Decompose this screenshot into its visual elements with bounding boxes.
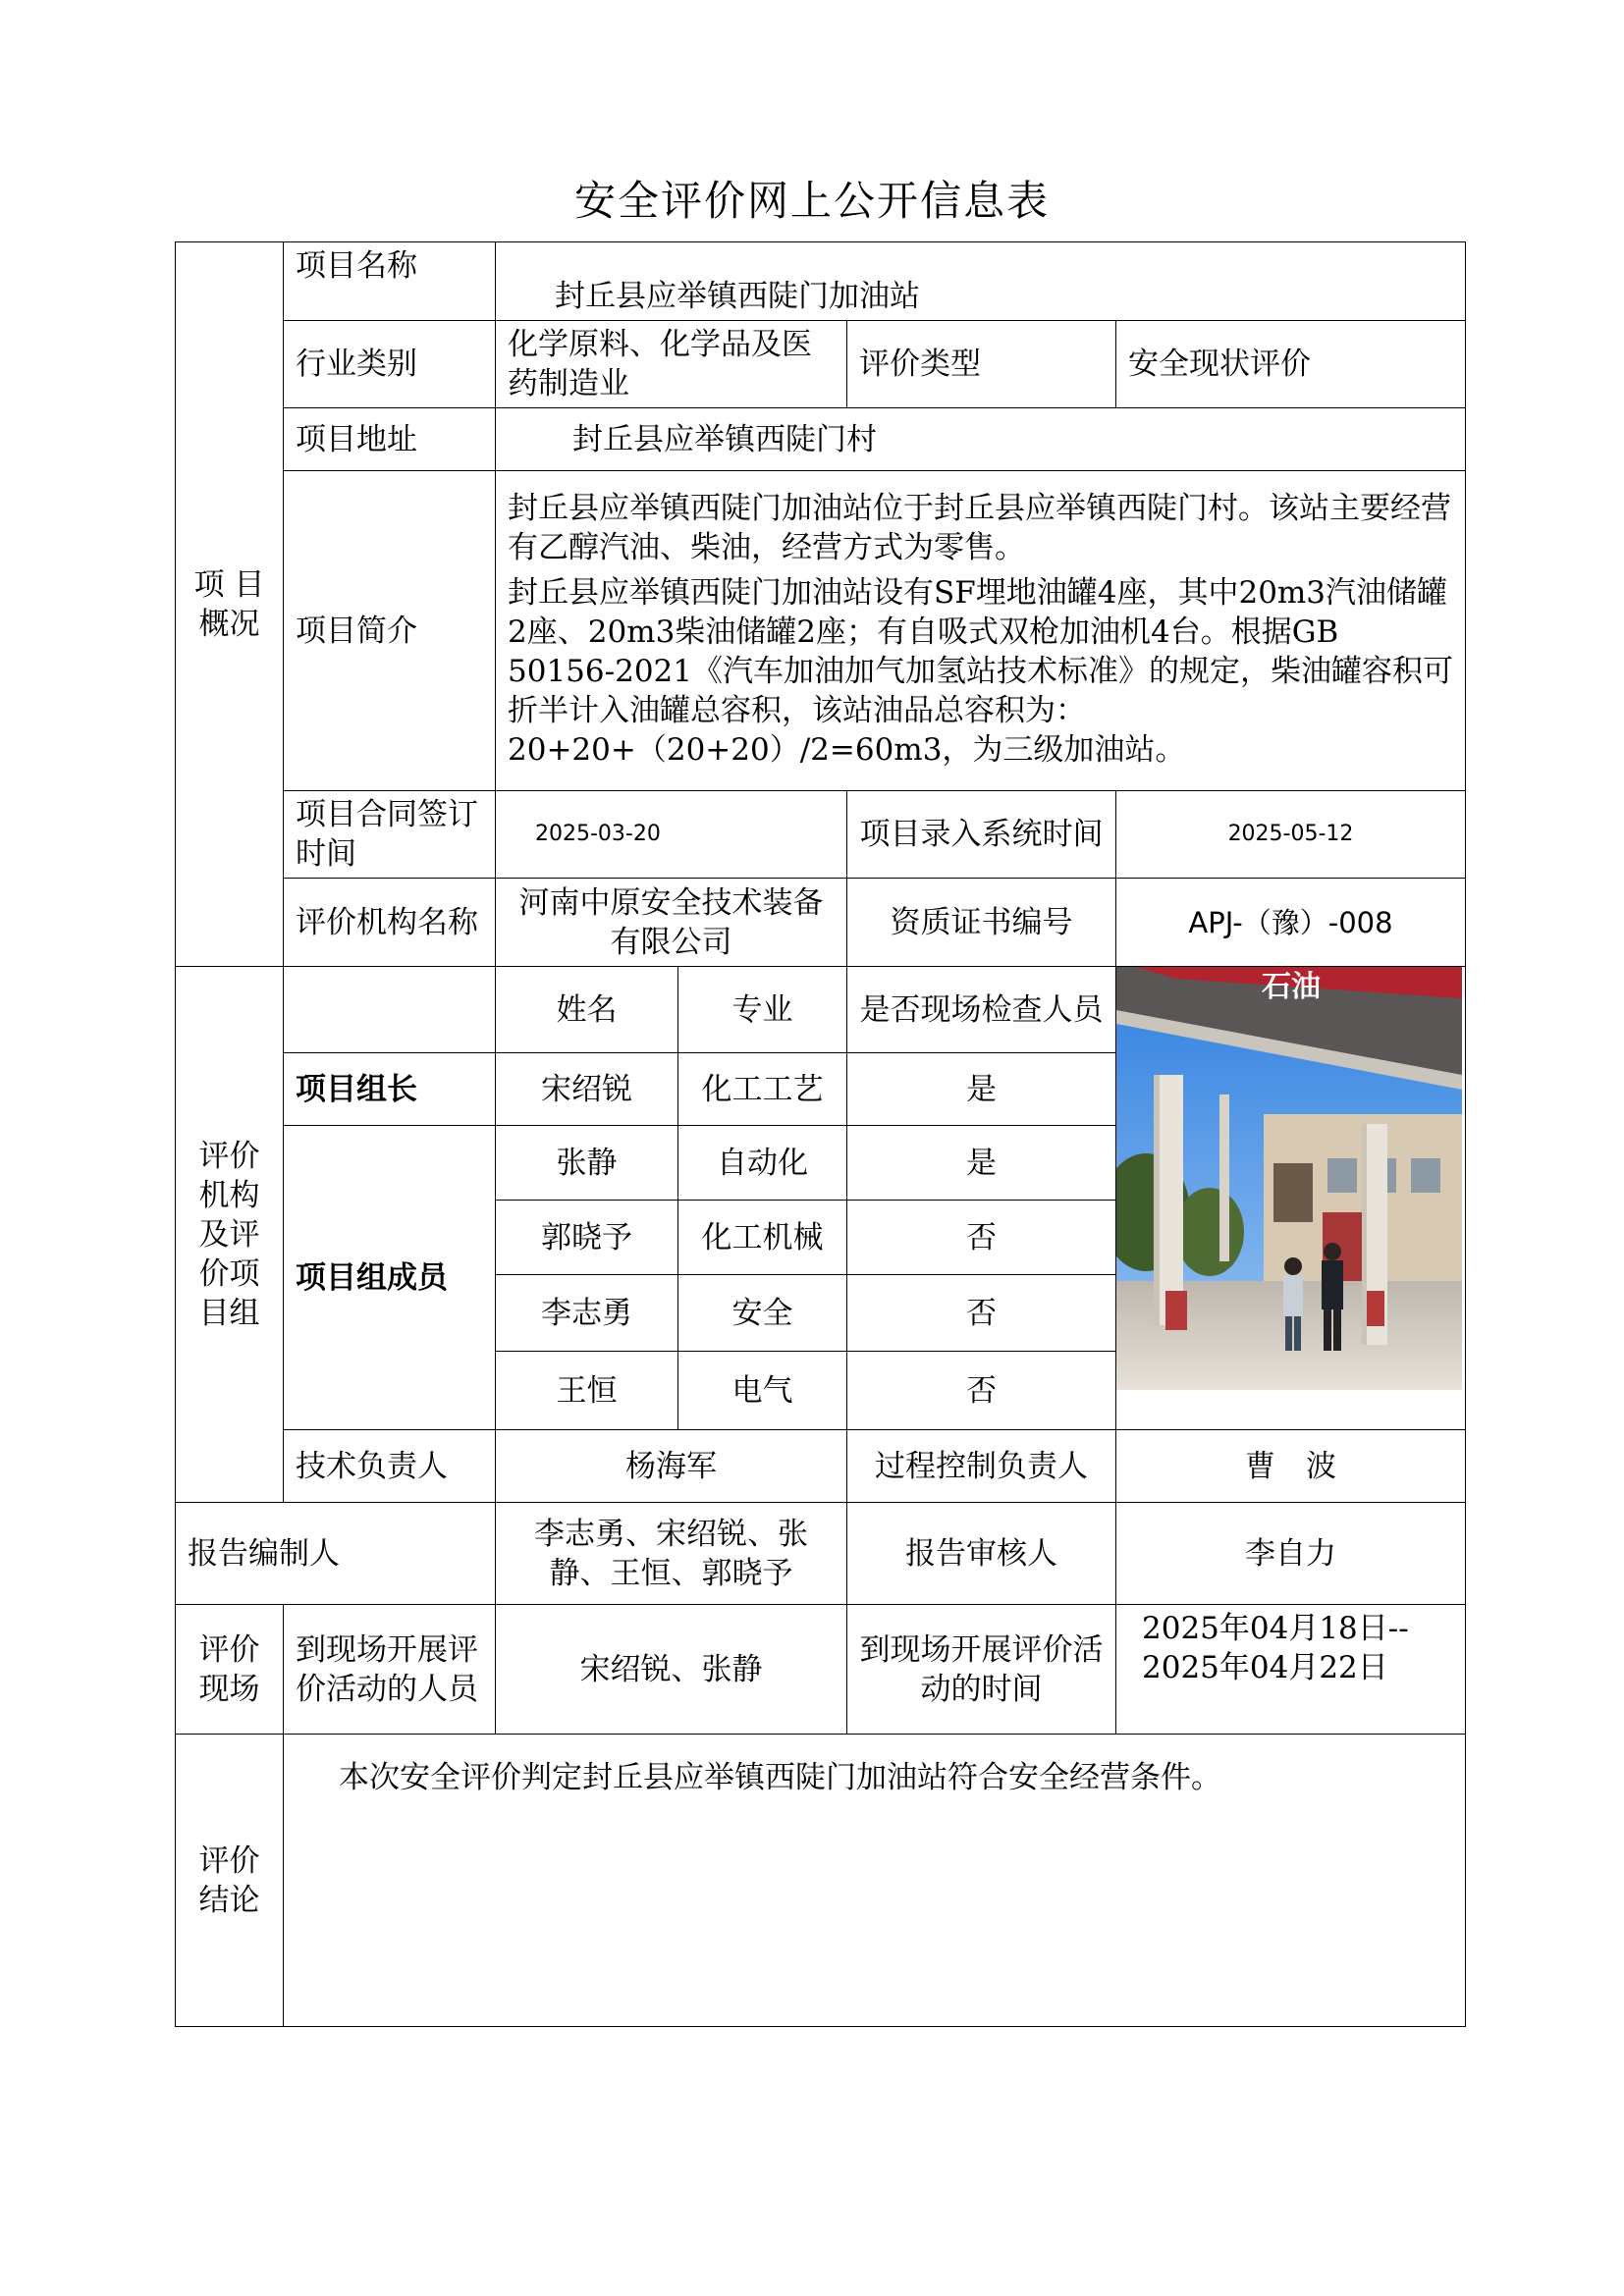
intro-paragraph: 封丘县应举镇西陡门加油站位于封丘县应举镇西陡门村。该站主要经营有乙醇汽油、柴油，经营方式为零售。 xyxy=(508,490,1451,565)
tech-lead-label: 技术负责人 xyxy=(284,1430,496,1503)
section-conclusion: 评价 结论 xyxy=(176,1735,284,2027)
col-major-header: 专业 xyxy=(678,967,847,1053)
industry-label: 行业类别 xyxy=(284,321,496,408)
site-people: 宋绍锐、张静 xyxy=(496,1605,847,1735)
site-people-label: 到现场开展评价活动的人员 xyxy=(284,1605,496,1735)
header-blank xyxy=(284,967,496,1053)
tech-lead-name: 杨海军 xyxy=(496,1430,847,1503)
site-photo-cell xyxy=(1116,967,1466,1430)
site-time xyxy=(1116,1605,1466,1735)
member-major: 电气 xyxy=(678,1352,847,1430)
site-time-from: 2025年04月18日-- xyxy=(1142,1611,1409,1646)
canopy-sign: 石油 xyxy=(1262,970,1321,1004)
member-onsite: 否 xyxy=(847,1352,1116,1430)
entry-date: 2025-05-12 xyxy=(1116,791,1466,879)
conclusion-text: 本次安全评价判定封丘县应举镇西陡门加油站符合安全经营条件。 xyxy=(284,1735,1466,2027)
leader-label: 项目组长 xyxy=(284,1053,496,1126)
col-onsite-header: 是否现场检查人员 xyxy=(847,967,1116,1053)
document-title: 安全评价网上公开信息表 xyxy=(573,177,1050,225)
address-value: 封丘县应举镇西陡门村 xyxy=(496,408,1466,471)
member-major: 自动化 xyxy=(678,1126,847,1201)
agency-name-label: 评价机构名称 xyxy=(284,879,496,967)
project-name: 封丘县应举镇西陡门加油站 xyxy=(496,242,1466,321)
section-overview: 项 目 概况 xyxy=(176,242,284,967)
intro-content xyxy=(496,471,1466,791)
report-reviewer: 李自力 xyxy=(1116,1503,1466,1605)
section-site: 评价 现场 xyxy=(176,1605,284,1735)
leader-name: 宋绍锐 xyxy=(496,1053,678,1126)
process-lead-name: 曹 波 xyxy=(1116,1430,1466,1503)
eval-type-value: 安全现状评价 xyxy=(1116,321,1466,408)
site-time-to: 2025年04月22日 xyxy=(1142,1650,1388,1685)
member-major: 化工机械 xyxy=(678,1201,847,1275)
site-time-label: 到现场开展评价活动的时间 xyxy=(847,1605,1116,1735)
member-name: 郭晓予 xyxy=(496,1201,678,1275)
contract-date: 2025-03-20 xyxy=(496,791,847,879)
cert-label: 资质证书编号 xyxy=(847,879,1116,967)
member-name: 王恒 xyxy=(496,1352,678,1430)
member-name: 张静 xyxy=(496,1126,678,1201)
industry-value: 化学原料、化学品及医药制造业 xyxy=(496,321,847,408)
col-name-header: 姓名 xyxy=(496,967,678,1053)
eval-type-label: 评价类型 xyxy=(847,321,1116,408)
leader-onsite: 是 xyxy=(847,1053,1116,1126)
process-lead-label: 过程控制负责人 xyxy=(847,1430,1116,1503)
member-onsite: 是 xyxy=(847,1126,1116,1201)
cert-number: APJ-（豫）-008 xyxy=(1116,879,1466,967)
info-table xyxy=(175,241,1466,2027)
intro-paragraph: 封丘县应举镇西陡门加油站设有SF埋地油罐4座，其中20m3汽油储罐2座、20m3柴油储罐2座；有自吸式双枪加油机4台。根据GB 50156-2021《汽车加油加气加氢站技术标准》的规定，柴油罐容积可折半计入油罐总容积，该站油品总容积为：20+20+（20+20）/2=60m3，为三级加油站。 xyxy=(508,574,1453,768)
intro-label: 项目简介 xyxy=(284,471,496,791)
report-author-label: 报告编制人 xyxy=(176,1503,496,1605)
section-agency: 评价 机构 及评 价项 目组 xyxy=(176,967,284,1503)
entry-time-label: 项目录入系统时间 xyxy=(847,791,1116,879)
members-label: 项目组成员 xyxy=(284,1126,496,1430)
report-authors: 李志勇、宋绍锐、张静、王恒、郭晓予 xyxy=(496,1503,847,1605)
leader-major: 化工工艺 xyxy=(678,1053,847,1126)
agency-name: 河南中原安全技术装备有限公司 xyxy=(496,879,847,967)
report-reviewer-label: 报告审核人 xyxy=(847,1503,1116,1605)
gas-station-photo xyxy=(1116,967,1462,1390)
member-onsite: 否 xyxy=(847,1201,1116,1275)
address-label: 项目地址 xyxy=(284,408,496,471)
contract-time-label: 项目合同签订时间 xyxy=(284,791,496,879)
project-name-label: 项目名称 xyxy=(284,242,496,321)
member-onsite: 否 xyxy=(847,1275,1116,1352)
member-major: 安全 xyxy=(678,1275,847,1352)
member-name: 李志勇 xyxy=(496,1275,678,1352)
